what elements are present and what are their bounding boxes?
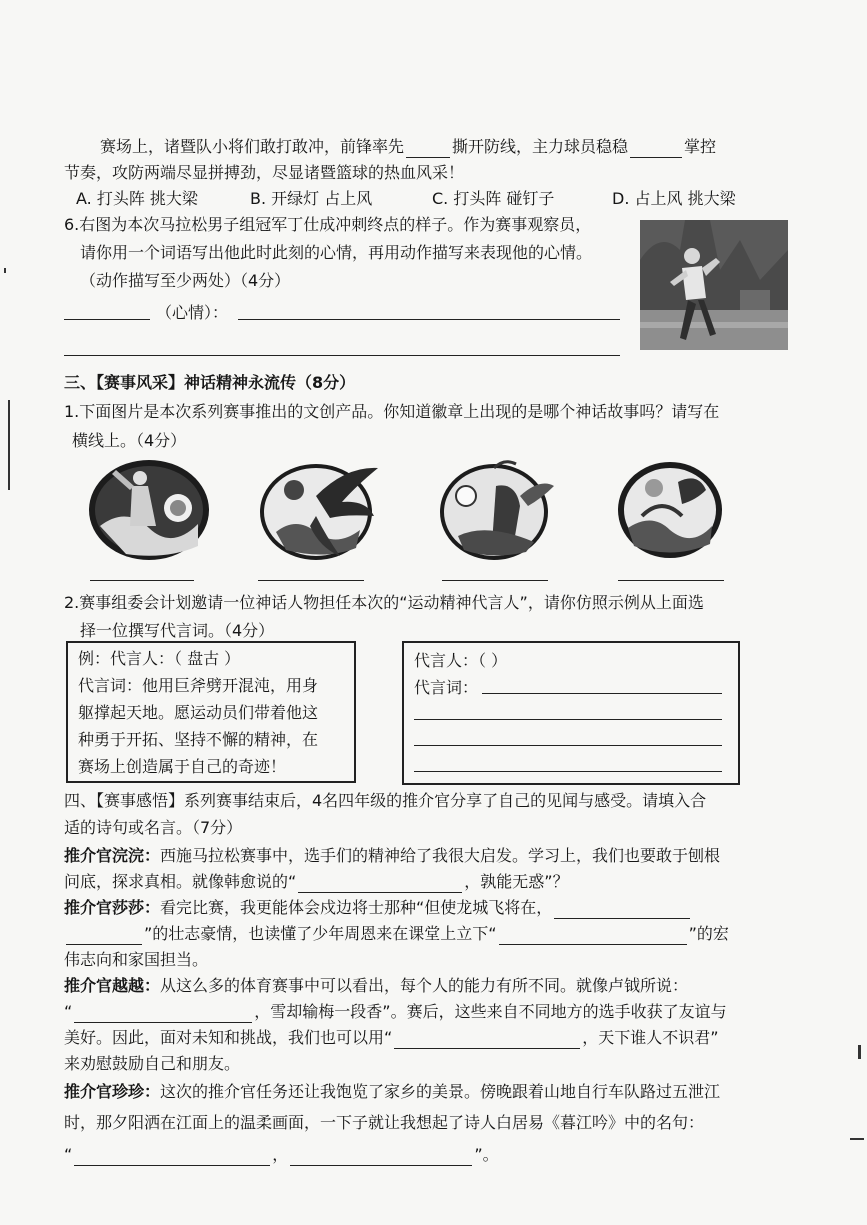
paragraph-text: 问底，探求真相。就像韩愈说的“ — [64, 872, 297, 891]
answer-blank[interactable] — [74, 1147, 270, 1166]
answer-blank[interactable] — [630, 139, 682, 158]
paragraph-line — [64, 923, 729, 945]
mood-answer-line[interactable] — [64, 319, 150, 320]
speaker-name: 推介官浣浣： — [64, 846, 161, 865]
slogan-answer-line[interactable] — [414, 719, 722, 720]
scan-edge-mark — [8, 400, 10, 490]
answer-blank[interactable] — [290, 1147, 472, 1166]
myth-answer-line[interactable] — [90, 580, 194, 581]
speaker-name: 推介官珍珍： — [64, 1082, 161, 1101]
slogan-answer-line[interactable] — [414, 771, 722, 772]
paragraph-text: ”的宏 — [688, 924, 729, 943]
slogan-answer-line[interactable] — [414, 745, 722, 746]
answer-box-label: 代言词： — [414, 678, 479, 697]
paragraph-line — [64, 1027, 719, 1049]
action-answer-line[interactable] — [64, 355, 620, 356]
example-text: 赛场上创造属于自己的奇迹！ — [78, 757, 287, 776]
passage-text: 掌控 — [684, 137, 717, 156]
paragraph-text: “ — [64, 1145, 73, 1164]
speaker-name: 推介官越越： — [64, 976, 161, 995]
myth-answer-line[interactable] — [258, 580, 364, 581]
paragraph-text: 这次的推介官任务还让我饱览了家乡的美景。傍晚跟着山地自行车队路过五泄江 — [160, 1082, 721, 1101]
scan-edge-mark — [4, 268, 6, 273]
example-text: 种勇于开拓、坚持不懈的精神，在 — [78, 730, 319, 749]
question-text: 1.下面图片是本次系列赛事推出的文创产品。你知道徽章上出现的是哪个神话故事吗？请写在 — [64, 402, 720, 421]
paragraph-line — [64, 871, 569, 893]
option-b[interactable]: B. 开绿灯 占上风 — [250, 189, 373, 208]
scan-edge-mark — [858, 1045, 861, 1059]
answer-blank[interactable] — [66, 926, 142, 945]
paragraph-text: 西施马拉松赛事中，选手们的精神给了我很大启发。学习上，我们也要敢于刨根 — [160, 846, 721, 865]
answer-blank[interactable] — [74, 1004, 252, 1023]
example-text: 躯撑起天地。愿运动员们带着他这 — [78, 703, 319, 722]
section-heading: 四、【赛事感悟】系列赛事结束后，4名四年级的推介官分享了自己的见闻与感受。请填入合 — [64, 791, 707, 810]
paragraph-text: 伟志向和家国担当。 — [64, 950, 209, 969]
section-heading: 三、【赛事风采】神话精神永流传（8分） — [64, 373, 356, 392]
medal-kuafu-image — [436, 456, 562, 564]
passage-line — [100, 136, 716, 158]
paragraph-text: ，孰能无惑”？ — [464, 872, 569, 891]
question-text: （动作描写至少两处）（4分） — [80, 271, 291, 290]
speaker-name: 推介官莎莎： — [64, 898, 161, 917]
paragraph-text: 时，那夕阳洒在江面上的温柔画面，一下子就让我想起了诗人白居易《暮江吟》中的名句： — [64, 1113, 705, 1132]
question-text: 择一位撰写代言词。（4分） — [80, 621, 275, 640]
answer-blank[interactable] — [406, 139, 450, 158]
passage-text: 撕开防线，主力球员稳稳 — [452, 137, 629, 156]
example-text: 例：代言人：（ 盘古 ） — [78, 649, 241, 668]
myth-answer-line[interactable] — [442, 580, 548, 581]
answer-box-label: 代言人：（ ） — [414, 651, 508, 670]
paragraph-line — [64, 1081, 720, 1103]
paragraph-text: ，雪却输梅一段香”。赛后，这些来自不同地方的选手收获了友谊与 — [254, 1002, 727, 1021]
runner-photo — [640, 220, 788, 350]
paragraph-line — [64, 1144, 499, 1166]
paragraph-line — [64, 897, 692, 919]
answer-blank[interactable] — [394, 1030, 580, 1049]
medal-phoenix-image — [256, 456, 382, 564]
medal-jingwei-image — [612, 456, 728, 564]
answer-blank[interactable] — [499, 926, 687, 945]
paragraph-text: ，天下谁人不识君” — [582, 1028, 719, 1047]
passage-text: 赛场上，诸暨队小将们敢打敢冲，前锋率先 — [100, 137, 405, 156]
paragraph-text: 来劝慰鼓励自己和朋友。 — [64, 1054, 241, 1073]
paragraph-line — [64, 845, 720, 867]
paragraph-line — [64, 1001, 727, 1023]
option-a[interactable]: A. 打头阵 挑大梁 — [76, 189, 198, 208]
action-answer-line[interactable] — [238, 319, 620, 320]
slogan-answer-line[interactable] — [482, 693, 722, 694]
answer-blank[interactable] — [298, 874, 462, 893]
option-c[interactable]: C. 打头阵 碰钉子 — [432, 189, 555, 208]
question-text: 2.赛事组委会计划邀请一位神话人物担任本次的“运动精神代言人”，请你仿照示例从上面选 — [64, 593, 704, 612]
paragraph-text: “ — [64, 1002, 73, 1021]
answer-blank[interactable] — [554, 900, 690, 919]
paragraph-text: ”。 — [474, 1145, 499, 1164]
paragraph-text: ”的壮志豪情，也读懂了少年周恩来在课堂上立下“ — [144, 924, 497, 943]
paragraph-text: 美好。因此，面对未知和挑战，我们也可以用“ — [64, 1028, 393, 1047]
mood-label: （心情）： — [156, 303, 229, 322]
question-text: 横线上。（4分） — [72, 431, 187, 450]
paragraph-text: ， — [272, 1145, 289, 1164]
passage-line: 节奏，攻防两端尽显拼搏劲，尽显诸暨篮球的热血风采！ — [64, 163, 465, 182]
example-text: 代言词：他用巨斧劈开混沌，用身 — [78, 676, 319, 695]
option-d[interactable]: D. 占上风 挑大梁 — [612, 189, 736, 208]
myth-answer-line[interactable] — [618, 580, 724, 581]
scan-edge-mark — [850, 1138, 864, 1140]
paragraph-text: 从这么多的体育赛事中可以看出，每个人的能力有所不同。就像卢钺所说： — [160, 976, 689, 995]
paragraph-line — [64, 975, 688, 997]
medal-pangu-image — [86, 456, 212, 564]
paragraph-text: 看完比赛，我更能体会戍边将士那种“但使龙城飞将在， — [160, 898, 553, 917]
question-text: 请你用一个词语写出他此时此刻的心情，再用动作描写来表现他的心情。 — [80, 243, 593, 262]
section-heading: 适的诗句或名言。（7分） — [64, 818, 243, 837]
question-text: 6.右图为本次马拉松男子组冠军丁仕成冲刺终点的样子。作为赛事观察员， — [64, 215, 592, 234]
